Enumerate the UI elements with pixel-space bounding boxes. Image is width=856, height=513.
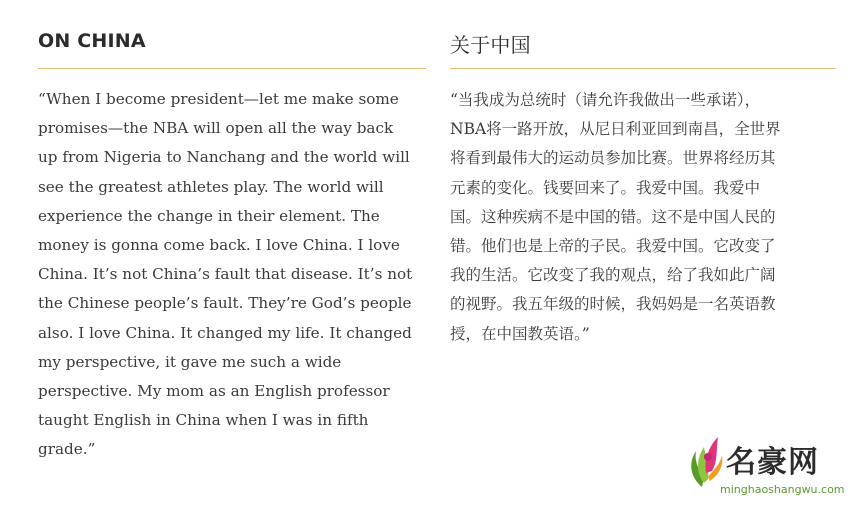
site-watermark [684,431,844,507]
english-quote-line: also. I love China. It changed my life. It changed [38,323,412,342]
english-quote-line: experience the change in their element. The [38,206,380,225]
english-quote-line: my perspective, it gave me such a wide [38,352,342,371]
chinese-quote-line: 的视野。我五年级的时候，我妈妈是一名英语教 [450,295,776,314]
chinese-quote [450,86,836,349]
chinese-quote-line: 元素的变化。钱要回来了。我爱中国。我爱中 [450,178,761,197]
english-heading: ON CHINA [38,30,146,52]
leaf-flame-logo-icon [684,433,724,489]
chinese-quote-line: 国。这种疾病不是中国的错。这不是中国人民的 [450,207,776,226]
chinese-heading-divider [450,68,836,69]
english-quote [38,85,428,465]
watermark-brand: 名豪网 [726,445,819,480]
chinese-quote-line: 错。他们也是上帝的子民。我爱中国。它改变了 [450,237,776,256]
english-quote-line: China. It’s not China’s fault that disease. It’s not [38,265,413,284]
english-quote-line: taught English in China when I was in fifth [38,411,369,430]
english-quote-line: money is gonna come back. I love China. I love [38,236,400,255]
english-quote-line: the Chinese people’s fault. They’re God’s people [38,294,412,313]
english-quote-line: up from Nigeria to Nanchang and the world will [38,148,410,167]
chinese-heading: 关于中国 [450,33,531,57]
chinese-quote-line: 将看到最伟大的运动员参加比赛。世界将经历其 [450,149,776,168]
english-quote-line: grade.” [38,440,96,459]
chinese-quote-line: “当我成为总统时（请允许我做出一些承诺）， [450,91,761,109]
chinese-quote-line: 我的生活。它改变了我的观点，给了我如此广阔 [450,266,776,285]
english-quote-line: promises—the NBA will open all the way back [38,119,394,138]
english-quote-line: perspective. My mom as an English professor [38,382,390,401]
english-heading-divider [38,68,426,69]
english-quote-line: “When I become president—let me make some [38,90,399,108]
chinese-quote-line: NBA将一路开放，从尼日利亚回到南昌，全世界 [450,120,781,139]
watermark-url: minghaoshangwu.com [720,483,845,496]
english-quote-line: see the greatest athletes play. The world will [38,177,384,196]
chinese-quote-line: 授，在中国教英语。” [450,324,590,343]
